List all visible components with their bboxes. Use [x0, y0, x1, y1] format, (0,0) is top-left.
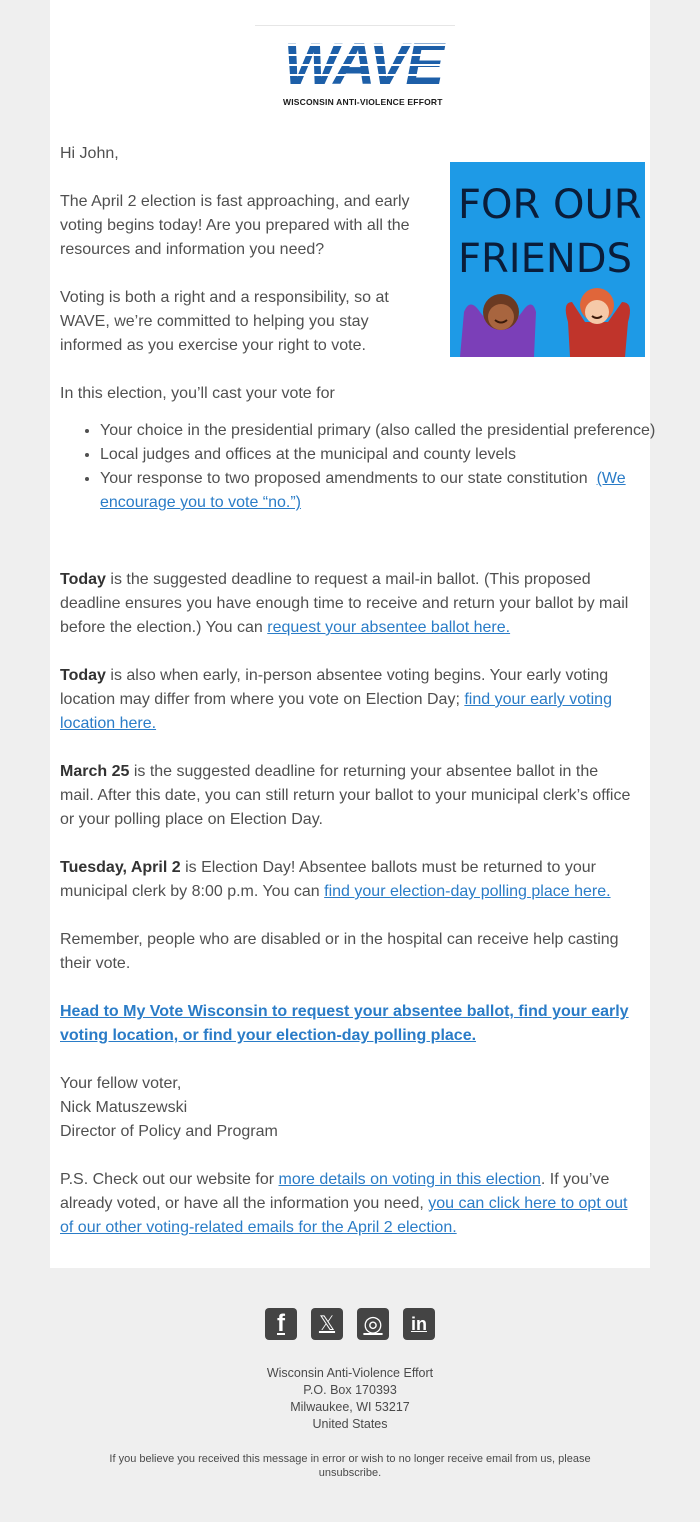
- image-line-2: FRIENDS: [458, 236, 632, 282]
- for-our-friends-image: [450, 162, 645, 357]
- commitment-paragraph: Voting is both a right and a responsibility, so at WAVE, we’re committed to helping you stay informed as you exercise your right to vote.: [60, 289, 389, 354]
- social-links: [265, 1308, 435, 1340]
- bullet-text-3: Your response to two proposed amendments to our state constitution: [100, 470, 588, 487]
- ps-text-b: . If you’ve already voted, or have all the information you need,: [60, 1171, 610, 1212]
- polling-place-link[interactable]: find your election-day polling place here.: [324, 883, 611, 900]
- early-voting-text: is also when early, in-person absentee voting begins. Your early voting location may differ from where you vote on Election Day;: [60, 667, 609, 708]
- kid-right-face: [585, 300, 609, 324]
- bullet-text-1: Your choice in the presidential primary (also called the presidential preference): [100, 422, 656, 439]
- ps-text-a: P.S. Check out our website for: [60, 1171, 279, 1188]
- footer-country: United States: [312, 1417, 388, 1431]
- note-end: .: [378, 1467, 382, 1479]
- cast-intro: In this election, you’ll cast your vote for: [60, 385, 335, 402]
- email-card: [50, 0, 656, 1268]
- vote-no-link[interactable]: (We encourage you to vote “no.”): [100, 470, 626, 511]
- my-vote-wisconsin-link[interactable]: Head to My Vote Wisconsin to request your absentee ballot, find your early voting location, or find your election-day polling place.: [60, 1003, 629, 1044]
- signer-name: Nick Matuszewski: [60, 1099, 188, 1116]
- assistance-paragraph: Remember, people who are disabled or in the hospital can receive help casting their vote.: [60, 931, 619, 972]
- today-label: Today: [60, 667, 106, 684]
- ballot-items-list: [60, 419, 660, 515]
- bullet-text-2: Local judges and offices at the municipal and county levels: [100, 446, 516, 463]
- kid-left-face: [488, 304, 514, 330]
- unsubscribe-link[interactable]: unsubscribe: [318, 1467, 379, 1479]
- wave-logo-mark: [273, 30, 453, 96]
- list-item: [100, 443, 660, 467]
- return-deadline-text: is the suggested deadline for returning your absentee ballot in the mail. After this date, you can still return your ballot to your municipal clerk’s office or your polling place on Election Day.: [60, 763, 631, 828]
- election-day-text: is Election Day! Absentee ballots must be returned to your municipal clerk by 8:00 p.m. You can: [60, 859, 596, 900]
- request-absentee-link[interactable]: request your absentee ballot here.: [267, 619, 511, 636]
- list-item: [100, 467, 660, 515]
- election-day-paragraph: [60, 856, 635, 904]
- mail-in-deadline-paragraph: [60, 568, 635, 640]
- march-25-label: March 25: [60, 763, 130, 780]
- logo-tagline: WISCONSIN ANTI-VIOLENCE EFFORT: [283, 97, 443, 107]
- ps-paragraph: [60, 1168, 635, 1240]
- april-2-label: Tuesday, April 2: [60, 859, 181, 876]
- greeting: Hi John,: [60, 145, 119, 162]
- footer-po-box: P.O. Box 170393: [303, 1383, 397, 1397]
- cta-paragraph: [60, 1000, 635, 1048]
- list-item: [100, 419, 660, 443]
- signature: [60, 1072, 635, 1144]
- footer-address: [150, 1365, 550, 1433]
- intro-paragraph: The April 2 election is fast approaching, and early voting begins today! Are you prepared with all the resources and information you need?: [60, 193, 410, 258]
- logo-divider: [255, 25, 455, 26]
- today-label: Today: [60, 571, 106, 588]
- wave-logo: [255, 25, 455, 111]
- footer-city: Milwaukee, WI 53217: [290, 1400, 410, 1414]
- early-voting-location-link[interactable]: find your early voting location here.: [60, 691, 612, 732]
- image-line-1: FOR OUR: [458, 182, 642, 228]
- return-deadline-paragraph: [60, 760, 635, 832]
- note-text: If you believe you received this message in error or wish to no longer receive email from us, please: [109, 1453, 591, 1465]
- footer-unsubscribe-note: [80, 1452, 620, 1480]
- instagram-icon[interactable]: ◎: [357, 1308, 389, 1340]
- voting-details-link[interactable]: more details on voting in this election: [278, 1171, 541, 1188]
- signer-title: Director of Policy and Program: [60, 1123, 278, 1140]
- signoff: Your fellow voter,: [60, 1075, 182, 1092]
- early-voting-paragraph: [60, 664, 635, 736]
- mail-in-text: is the suggested deadline to request a mail-in ballot. (This proposed deadline ensures you have enough time to receive and return your ballot by mail before the election.) You can: [60, 571, 629, 636]
- x-icon[interactable]: 𝕏: [311, 1308, 343, 1340]
- facebook-icon[interactable]: f: [265, 1308, 297, 1340]
- footer-org: Wisconsin Anti-Violence Effort: [266, 1366, 434, 1380]
- linkedin-icon[interactable]: in: [403, 1308, 435, 1340]
- opt-out-link[interactable]: you can click here to opt out of our other voting-related emails for the April 2 election.: [60, 1195, 628, 1236]
